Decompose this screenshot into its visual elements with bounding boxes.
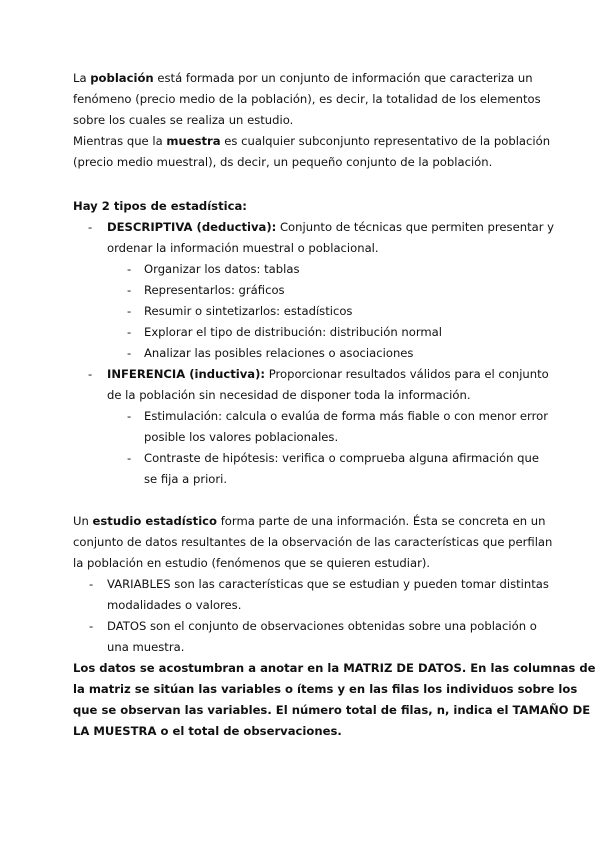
descriptiva-line-2: ordenar la información muestral o poblacional. [107,241,379,255]
bullet-dash: - [127,325,132,339]
list-item-continuation: modalidades o valores. [107,598,242,612]
term-inferencia: INFERENCIA (inductiva): [107,367,266,381]
paragraph-matriz: Los datos se acostumbran a anotar en la MATRIZ DE DATOS. En las columnas de la matriz se sitúan las variables o ítems y en las filas los individuos sobre los que se observan las variables. El número total de filas, n, indica el TAMAÑO DE LA MUESTRA o el total de observaciones. [73,661,596,738]
inferencia-line-2: de la población sin necesidad de disponer toda la información. [107,388,471,402]
list-item: - Organizar los datos: tablas [0,259,600,280]
bullet-dash: - [89,577,94,591]
paragraph-poblacion: La población está formada por un conjunto de información que caracteriza un fenómeno (precio medio de la población), es decir, la totalidad de los elementos sobre los cuales se realiza un estudio. [73,71,541,127]
bullet-dash: - [127,262,132,276]
list-item: - Analizar las posibles relaciones o asociaciones [0,343,600,364]
bullet-dash: - [127,346,132,360]
bullet-dash: - [89,619,94,633]
paragraph-estudio: Un estudio estadístico forma parte de una información. Ésta se concreta en un conjunto de datos resultantes de la observación de las características que perfilan la población en estudio (fenómenos que se quieren estudiar). [73,514,553,570]
bullet-dash: - [127,283,132,297]
list-item-continuation: una muestra. [107,640,185,654]
paragraph-muestra: Mientras que la muestra es cualquier subconjunto representativo de la población (precio medio muestral), ds decir, un pequeño conjunto de la población. [73,134,551,169]
term-muestra: muestra [166,134,221,148]
bullet-dash: - [88,220,93,234]
list-item-continuation: posible los valores poblacionales. [144,430,339,444]
list-item: - Explorar el tipo de distribución: distribución normal [0,322,600,343]
list-item: - Contraste de hipótesis: verifica o comprueba alguna afirmación que [0,448,600,469]
list-item: - VARIABLES son las características que se estudian y pueden tomar distintas [0,574,600,595]
bullet-dash: - [127,451,132,465]
bullet-dash: - [127,304,132,318]
list-item: - DATOS son el conjunto de observaciones obtenidas sobre una población o [0,616,600,637]
list-item: - Estimulación: calcula o evalúa de forma más fiable o con menor error [0,406,600,427]
term-descriptiva: DESCRIPTIVA (deductiva): [107,220,277,234]
list-item-continuation: se fija a priori. [144,472,228,486]
term-poblacion: población [90,71,154,85]
bullet-dash: - [127,409,132,423]
inferencia-line-1: - INFERENCIA (inductiva): Proporcionar resultados válidos para el conjunto [0,364,600,385]
term-estudio: estudio estadístico [92,514,218,528]
list-item: - Representarlos: gráficos [0,280,600,301]
types-heading: Hay 2 tipos de estadística: [73,199,247,213]
bullet-dash: - [88,367,93,381]
list-item: - Resumir o sintetizarlos: estadísticos [0,301,600,322]
descriptiva-line-1: - DESCRIPTIVA (deductiva): Conjunto de técnicas que permiten presentar y [0,217,600,238]
